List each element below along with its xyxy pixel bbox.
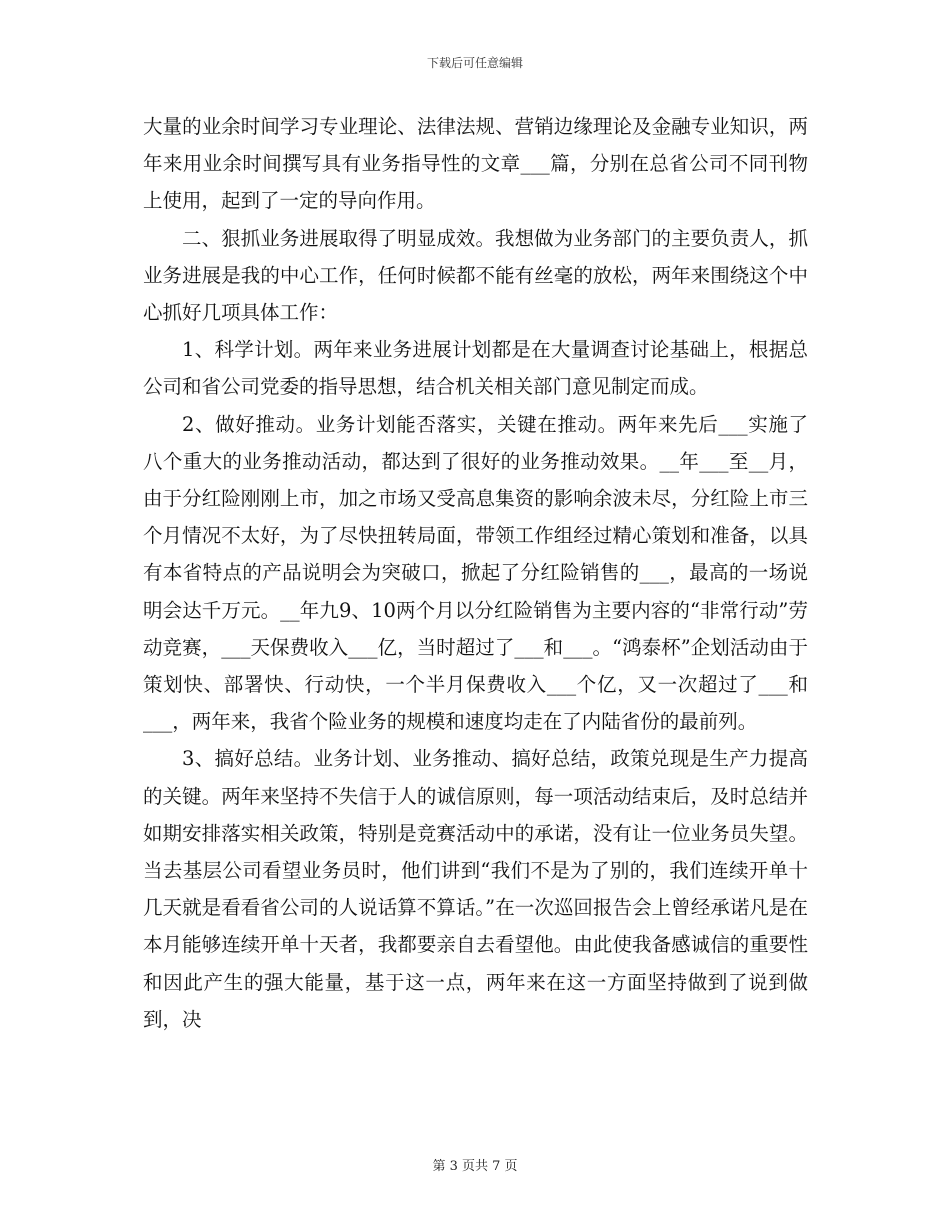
paragraph-1: 大量的业余时间学习专业理论、法律法规、营销边缘理论及金融专业知识，两年来用业余时间撰写具有业务指导性的文章___篇，分别在总省公司不同刊物上使用，起到了一定的导向作用。	[143, 115, 808, 213]
paragraph-3: 1、科学计划。两年来业务进展计划都是在大量调查讨论基础上，根据总公司和省公司党委的指导思想，结合机关相关部门意见制定而成。	[143, 338, 808, 399]
paragraph-4: 2、做好推动。业务计划能否落实，关键在推动。两年来先后___实施了八个重大的业务推动活动，都达到了很好的业务推动效果。__年___至__月，由于分红险刚刚上市，加之市场又受高息集资的影响余波未尽，分红险上市三个月情况不太好，为了尽快扭转局面，带领工作组经过精心策划和准备，以具有本省特点的产品说明会为突破口，掀起了分红险销售的___，最高的一场说明会达千万元。__年九9、10两个月以分红险销售为主要内容的“非常行动”劳动竞赛，___天保费收入___亿，当时超过了___和___。“鸿泰杯”企划活动由于策划快、部署快、行动快，一个半月保费收入___个亿，又一次超过了___和___，两年来，我省个险业务的规模和速度均走在了内陆省份的最前列。	[143, 412, 808, 734]
document-body	[143, 108, 808, 1038]
page-header: 下载后可任意编辑	[426, 56, 523, 70]
paragraph-2: 二、狠抓业务进展取得了明显成效。我想做为业务部门的主要负责人，抓业务进展是我的中心工作，任何时候都不能有丝毫的放松，两年来围绕这个中心抓好几项具体工作：	[143, 226, 808, 325]
paragraph-5: 3、搞好总结。业务计划、业务推动、搞好总结，政策兑现是生产力提高的关键。两年来坚持不失信于人的诚信原则，每一项活动结束后，及时总结并如期安排落实相关政策，特别是竞赛活动中的承诺，没有让一位业务员失望。当去基层公司看望业务员时，他们讲到“我们不是为了别的，我们连续开单十几天就是看看省公司的人说话算不算话。”在一次巡回报告会上曾经承诺凡是在本月能够连续开单十天者，我都要亲自去看望他。由此使我备感诚信的重要性和因此产生的强大能量，基于这一点，两年来在这一方面坚持做到了说到做到，决	[143, 747, 808, 1031]
page-footer: 第 3 页共 7 页	[432, 1159, 518, 1174]
